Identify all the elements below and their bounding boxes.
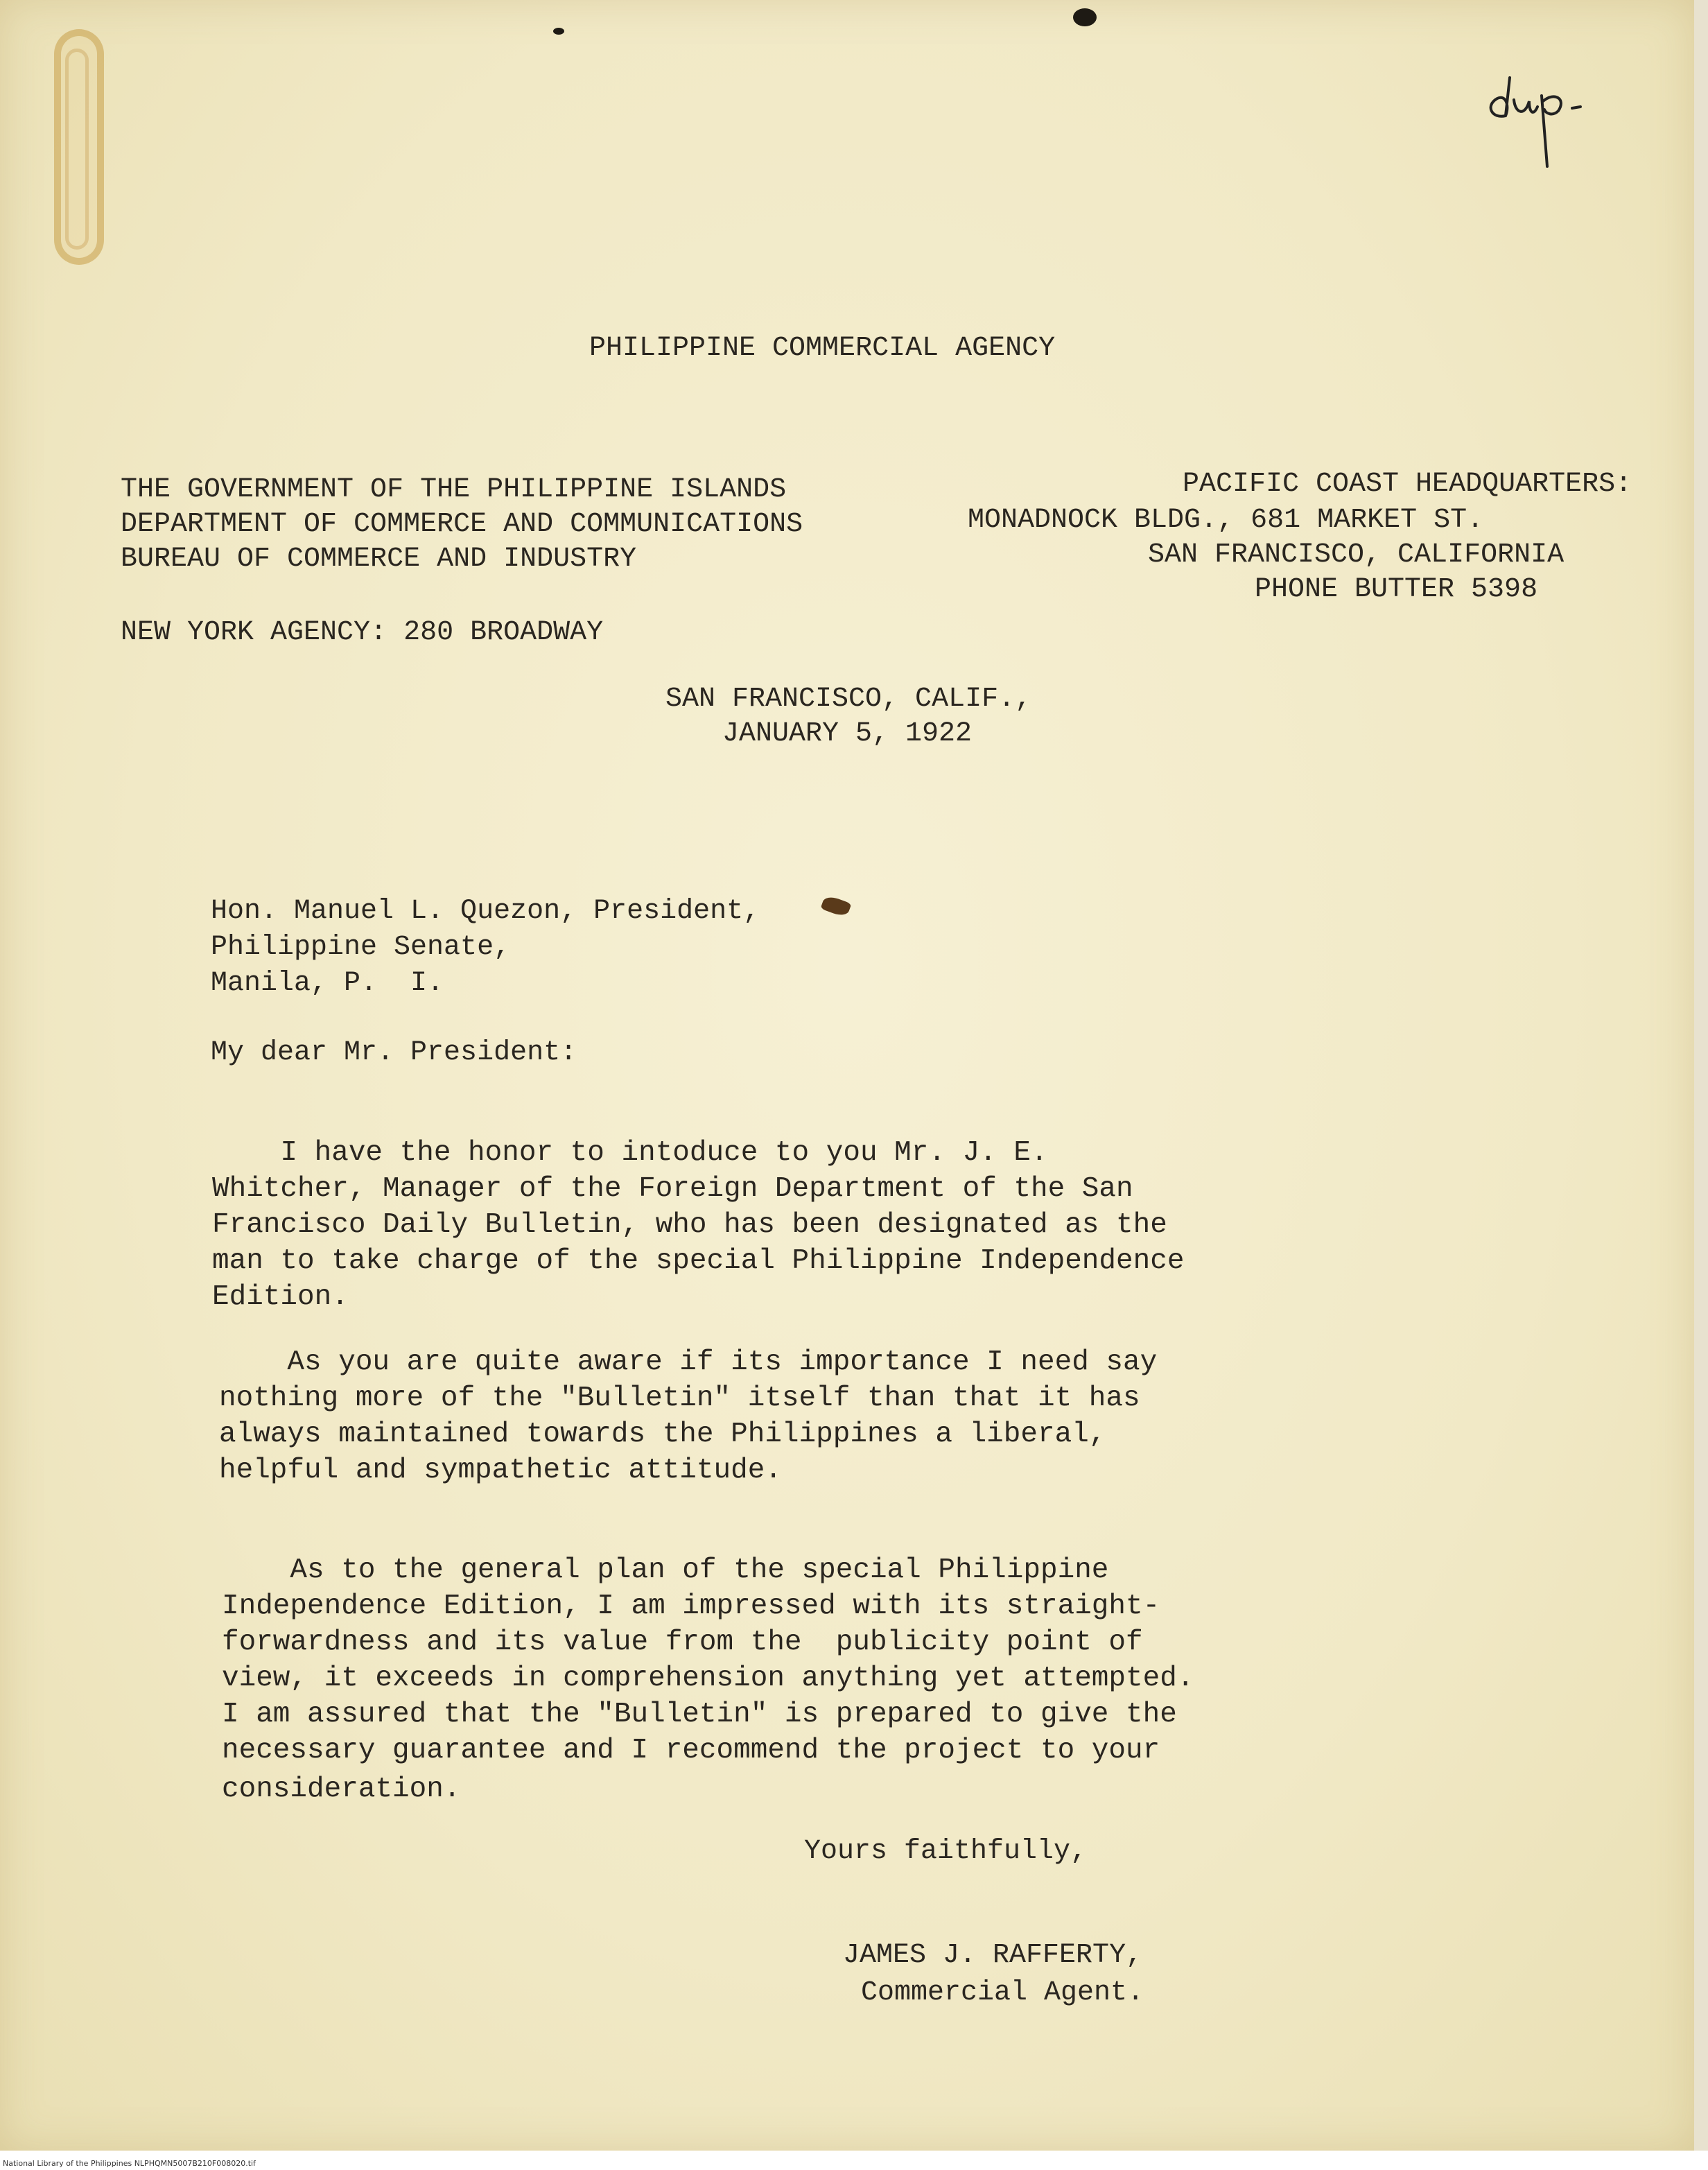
closing: Yours faithfully, bbox=[804, 1836, 1088, 1867]
handwritten-dup-annotation bbox=[1478, 50, 1589, 168]
paragraph-3-line-1: As to the general plan of the special Philippine bbox=[222, 1554, 1109, 1586]
paragraph-1-line-3: Francisco Daily Bulletin, who has been designated as the bbox=[212, 1209, 1167, 1241]
scan-footer-strip bbox=[0, 2151, 1708, 2170]
paragraph-3-line-7: consideration. bbox=[222, 1773, 461, 1805]
paragraph-2-line-2: nothing more of the "Bulletin" itself than that it has bbox=[219, 1382, 1140, 1414]
paragraph-2-line-4: helpful and sympathetic attitude. bbox=[219, 1455, 782, 1486]
letterhead-right-line-1: PACIFIC COAST HEADQUARTERS: bbox=[1183, 469, 1632, 500]
letterhead-left-line-1: THE GOVERNMENT OF THE PHILIPPINE ISLANDS bbox=[121, 474, 787, 505]
paragraph-2-line-3: always maintained towards the Philippines a liberal, bbox=[219, 1418, 1106, 1450]
paragraph-1-line-2: Whitcher, Manager of the Foreign Department of the San bbox=[212, 1173, 1133, 1205]
paragraph-3-line-3: forwardness and its value from the publicity point of bbox=[222, 1626, 1143, 1658]
recipient-line-3: Manila, P. I. bbox=[211, 968, 444, 999]
paragraph-1-line-1: I have the honor to intoduce to you Mr. J. E. bbox=[212, 1137, 1048, 1169]
paperclip-stain-inner bbox=[65, 49, 89, 250]
ink-dot-mark bbox=[553, 28, 564, 35]
scan-edge bbox=[1694, 0, 1708, 2151]
letterhead-right-line-2: MONADNOCK BLDG., 681 MARKET ST. bbox=[968, 505, 1484, 536]
paragraph-2-line-1: As you are quite aware if its importance I need say bbox=[219, 1346, 1158, 1378]
scan-footer-text: National Library of the Philippines NLPHQMN5007B210F008020.tif bbox=[3, 2159, 256, 2168]
signature-title: Commercial Agent. bbox=[861, 1977, 1144, 2008]
new-york-agency: NEW YORK AGENCY: 280 BROADWAY bbox=[121, 617, 604, 648]
letterhead-right-line-4: PHONE BUTTER 5398 bbox=[1255, 574, 1538, 605]
signature-name: JAMES J. RAFFERTY, bbox=[843, 1940, 1143, 1971]
recipient-line-1: Hon. Manuel L. Quezon, President, bbox=[211, 896, 760, 927]
letterhead-right-line-3: SAN FRANCISCO, CALIFORNIA bbox=[1148, 539, 1565, 571]
paragraph-3-line-2: Independence Edition, I am impressed with its straight- bbox=[222, 1590, 1160, 1622]
letterhead-left-line-2: DEPARTMENT OF COMMERCE AND COMMUNICATIONS bbox=[121, 509, 803, 540]
dateline-date: JANUARY 5, 1922 bbox=[722, 718, 973, 749]
recipient-line-2: Philippine Senate, bbox=[211, 932, 511, 963]
paragraph-3-line-4: view, it exceeds in comprehension anything yet attempted. bbox=[222, 1663, 1194, 1694]
salutation: My dear Mr. President: bbox=[211, 1037, 577, 1068]
agency-title: PHILIPPINE COMMERCIAL AGENCY bbox=[589, 333, 1056, 364]
paragraph-1-line-4: man to take charge of the special Philippine Independence bbox=[212, 1245, 1185, 1277]
paragraph-1-line-5: Edition. bbox=[212, 1281, 349, 1313]
punch-hole-mark bbox=[1073, 8, 1097, 26]
paragraph-3-line-5: I am assured that the "Bulletin" is prepared to give the bbox=[222, 1699, 1177, 1730]
dateline-place: SAN FRANCISCO, CALIF., bbox=[665, 684, 1032, 715]
paragraph-3-line-6: necessary guarantee and I recommend the project to your bbox=[222, 1735, 1160, 1767]
letterhead-left-line-3: BUREAU OF COMMERCE AND INDUSTRY bbox=[121, 544, 637, 575]
ink-speck bbox=[820, 894, 851, 918]
